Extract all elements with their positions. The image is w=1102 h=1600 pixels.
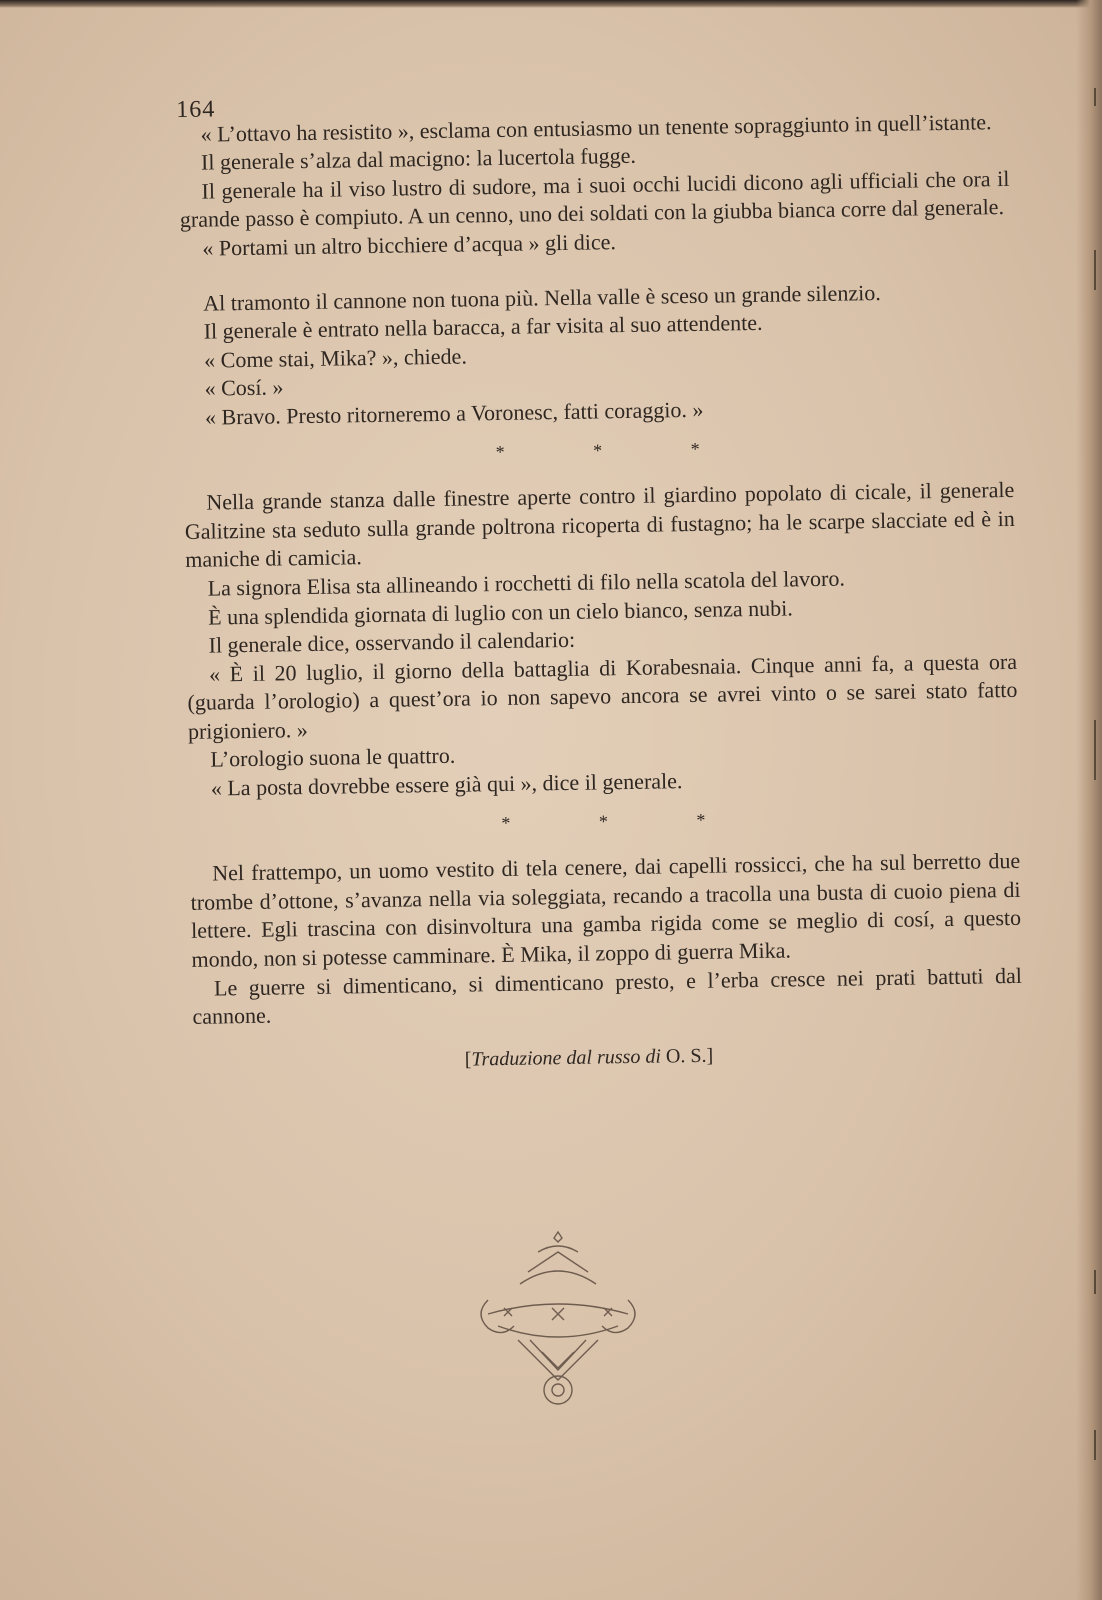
translation-credit: Traduzione dal russo di <box>471 1045 662 1071</box>
paragraph: Il generale ha il viso lustro di sudore, ma i suoi occhi lucidi dicono agli ufficiali che ora il grande passo è compiuto. A un cenno, uno dei soldati con la giubba bianca corre dal generale. <box>179 165 1010 233</box>
paragraph: Il generale s’alza dal macigno: la lucertola fugge. <box>200 143 637 175</box>
page-number: 164 <box>176 96 216 124</box>
paragraph: La signora Elisa sta allineando i rocchetti di filo nella scatola del lavoro. <box>207 565 846 601</box>
paragraph: Al tramonto il cannone non tuona più. Nella valle è sceso un grande silenzio. <box>203 279 881 316</box>
page-top-edge <box>0 0 1102 8</box>
paragraph-container <box>178 108 1022 1032</box>
paragraph: Il generale dice, osservando il calendario: <box>208 626 576 658</box>
page-body <box>178 83 1023 1078</box>
paragraph: « L’ottavo ha resistito », esclama con entusiasmo un tenente sopraggiunto in quell’istante. <box>200 108 992 147</box>
paragraph: Nella grande stanza dalle finestre aperte contro il giardino popolato di cicale, il generale Galitzine sta seduto sulla grande poltrona ricoperta di fustagno; ha le scarpe slacciate ed è in maniche di camicia. <box>184 477 1015 573</box>
paragraph: « La posta dovrebbe essere già qui », dice il generale. <box>210 768 683 801</box>
page-right-edge <box>1076 0 1102 1600</box>
paragraph: L’orologio suona le quattro. <box>210 743 456 773</box>
section-break-asterisms: * * * <box>501 808 748 833</box>
paragraph: « Cosí. » <box>204 374 284 401</box>
paragraph: « Bravo. Presto ritorneremo a Voronesc, fatti coraggio. » <box>204 396 704 430</box>
paragraph: Nel frattempo, un uomo vestito di tela cenere, dai capelli rossicci, che ha sul berretto due trombe d’ottone, s’avanza nella via soleggiata, recando a tracolla una busta di cuoio piena di lettere. Egli trascina con disinvoltura una gamba rigida come se meglio di cosí, a questo mondo, non si potesse camminare. È Mika, il zoppo di guerra Mika. <box>190 848 1022 972</box>
paragraph: Le guerre si dimenticano, si dimenticano presto, e l’erba cresce nei prati battuti dal cannone. <box>192 962 1023 1030</box>
paragraph: « Portami un altro bicchiere d’acqua » gli dice. <box>202 229 617 261</box>
paragraph: « Come stai, Mika? », chiede. <box>203 343 468 373</box>
floral-tailpiece-icon <box>468 1222 648 1412</box>
paragraph: « È il 20 luglio, il giorno della battaglia di Korabesnaia. Cinque anni fa, a questa ora (guarda l’orologio) a quest’ora io non sapevo ancora se avrei vinto o se sarei stato fatto prigioniero. » <box>187 648 1018 744</box>
translation-note <box>193 1037 1023 1079</box>
paragraph: È una splendida giornata di luglio con un cielo bianco, senza nubi. <box>207 594 793 630</box>
paragraph: Il generale è entrato nella baracca, a far visita al suo attendente. <box>203 310 763 344</box>
section-break-asterisms: * * * <box>495 437 742 462</box>
translator-initials: O. S.] <box>660 1044 714 1068</box>
translation-bracket: [ <box>464 1048 472 1071</box>
